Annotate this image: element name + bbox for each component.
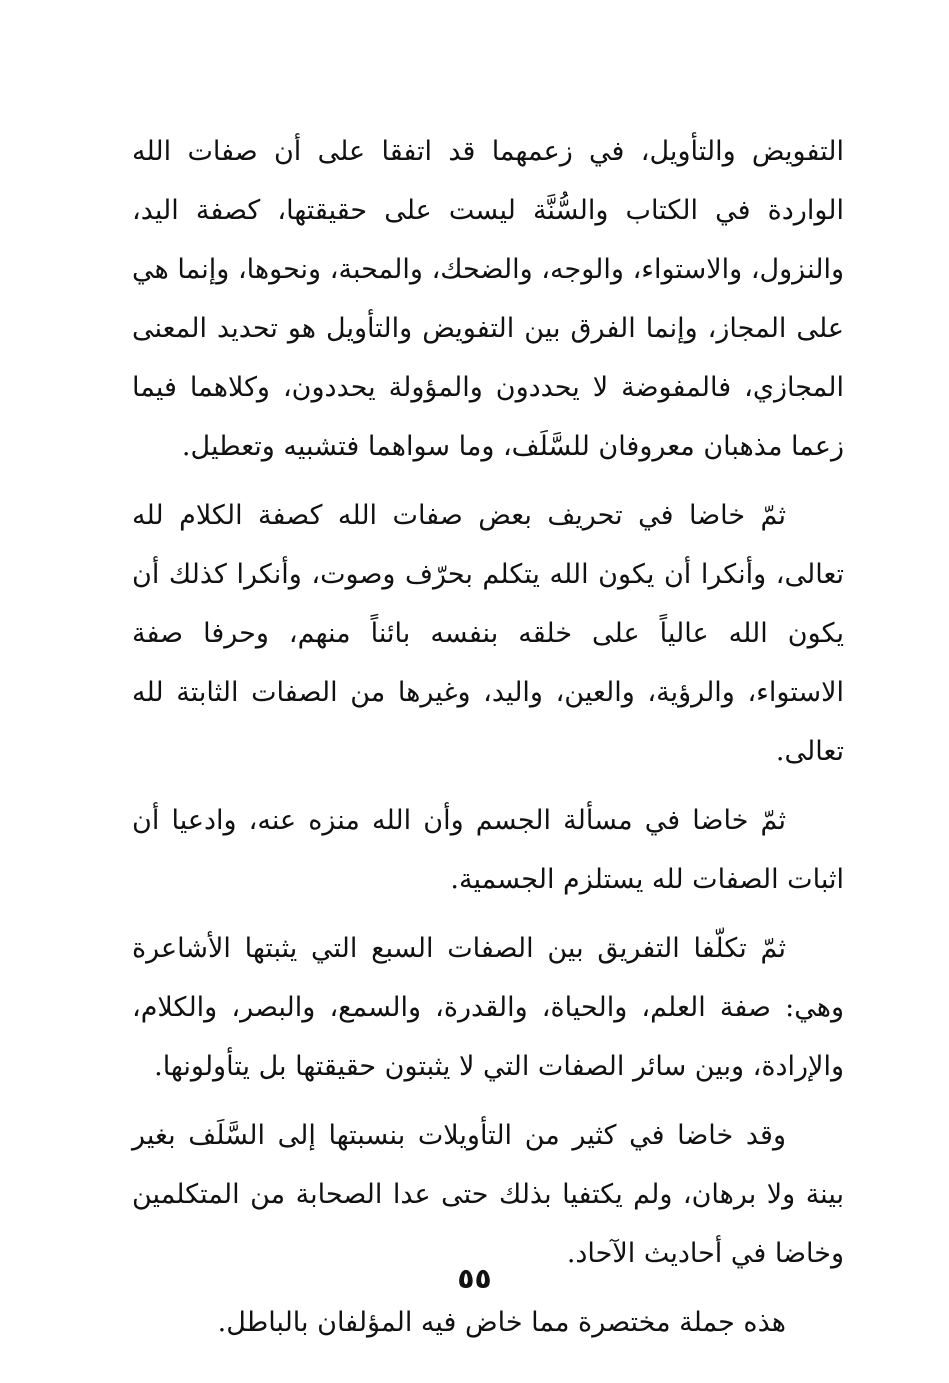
paragraph: ثمّ خاضا في مسألة الجسم وأن الله منزه عنه، وادعيا أن اثبات الصفات لله يستلزم الجسمية. [132, 805, 844, 895]
paragraph: التفويض والتأويل، في زعمهما قد اتفقا على أن صفات الله الواردة في الكتاب والسُّنَّة ليست على حقيقتها، كصفة اليد، والنزول، والاستواء، والوجه، والضحك، والمحبة، ونحوها، وإنما هي على المجاز، وإنما الفرق بين التفويض والتأويل هو تحديد المعنى المجازي، فالمفوضة لا يحددون والمؤولة يحددون، وكلاهما فيما زعما مذهبان معروفان للسَّلَف، وما سواهما فتشبيه وتعطيل. [132, 136, 844, 462]
paragraph: وقد خاضا في كثير من التأويلات بنسبتها إلى السَّلَف بغير بينة ولا برهان، ولم يكتفيا بذلك حتى عدا الصحابة من المتكلمين وخاضا في أحاديث الآحاد. [132, 1120, 844, 1269]
page-number: ٥٥ [457, 1262, 492, 1295]
paragraph: ثمّ خاضا في تحريف بعض صفات الله كصفة الكلام لله تعالى، وأنكرا أن يكون الله يتكلم بحرّف وصوت، وأنكرا كذلك أن يكون الله عالياً على خلقه بنفسه بائناً منهم، وحرفا صفة الاستواء، والرؤية، والعين، واليد، وغيرها من الصفات الثابتة لله تعالى. [132, 500, 844, 767]
paragraph: ثمّ تكلّفا التفريق بين الصفات السبع التي يثبتها الأشاعرة وهي: صفة العلم، والحياة، والقدرة، والسمع، والبصر، والكلام، والإرادة، وبين سائر الصفات التي لا يثبتون حقيقتها بل يتأولونها. [132, 933, 844, 1082]
body-text [132, 122, 844, 1352]
paragraph: هذه جملة مختصرة مما خاض فيه المؤلفان بالباطل. [217, 1307, 786, 1338]
